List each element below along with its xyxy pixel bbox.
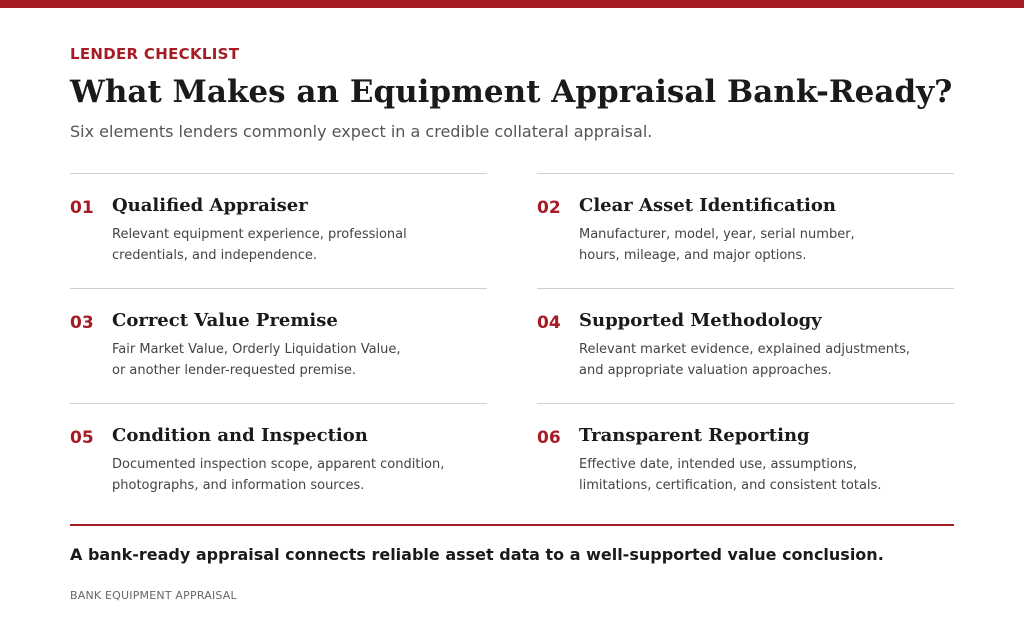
checklist-item-1 <box>70 173 487 288</box>
page-subtitle: Six elements lenders commonly expect in a credible collateral appraisal. <box>70 122 653 141</box>
item-description <box>112 224 482 266</box>
item-title: Correct Value Premise <box>112 310 338 331</box>
item-description-line: Effective date, intended use, assumptions, <box>579 457 857 472</box>
item-description-line: Documented inspection scope, apparent condition, <box>112 457 445 472</box>
item-number: 06 <box>537 428 561 448</box>
checklist-item-5 <box>70 403 487 518</box>
item-description-line: Relevant equipment experience, professional <box>112 227 407 242</box>
item-number: 03 <box>70 313 94 333</box>
item-description-line: Manufacturer, model, year, serial number, <box>579 227 855 242</box>
footer-label: BANK EQUIPMENT APPRAISAL <box>70 589 237 602</box>
item-title: Condition and Inspection <box>112 425 368 446</box>
eyebrow-label: LENDER CHECKLIST <box>70 45 240 63</box>
item-description-line: limitations, certification, and consistent totals. <box>579 478 882 493</box>
item-description-line: credentials, and independence. <box>112 248 317 263</box>
item-description <box>579 454 949 496</box>
item-title: Qualified Appraiser <box>112 195 308 216</box>
item-description <box>112 454 482 496</box>
item-description <box>112 339 482 381</box>
item-description-line: Relevant market evidence, explained adjustments, <box>579 342 911 357</box>
item-description-line: Fair Market Value, Orderly Liquidation Value, <box>112 342 401 357</box>
item-number: 02 <box>537 198 561 218</box>
checklist-item-2 <box>537 173 954 288</box>
item-title: Transparent Reporting <box>579 425 810 446</box>
item-number: 04 <box>537 313 561 333</box>
item-description-line: hours, mileage, and major options. <box>579 248 807 263</box>
page-title: What Makes an Equipment Appraisal Bank-Ready? <box>70 74 953 110</box>
item-description-line: or another lender-requested premise. <box>112 363 356 378</box>
item-number: 01 <box>70 198 94 218</box>
item-description <box>579 339 949 381</box>
item-description-line: and appropriate valuation approaches. <box>579 363 832 378</box>
checklist-item-4 <box>537 288 954 403</box>
top-accent-bar <box>0 0 1024 8</box>
item-title: Clear Asset Identification <box>579 195 836 216</box>
item-number: 05 <box>70 428 94 448</box>
conclusion-statement: A bank-ready appraisal connects reliable asset data to a well-supported value conclusion. <box>70 545 884 564</box>
item-description-line: photographs, and information sources. <box>112 478 365 493</box>
item-title: Supported Methodology <box>579 310 822 331</box>
checklist-item-6 <box>537 403 954 518</box>
accent-divider <box>70 524 954 526</box>
checklist-item-3 <box>70 288 487 403</box>
item-description <box>579 224 949 266</box>
